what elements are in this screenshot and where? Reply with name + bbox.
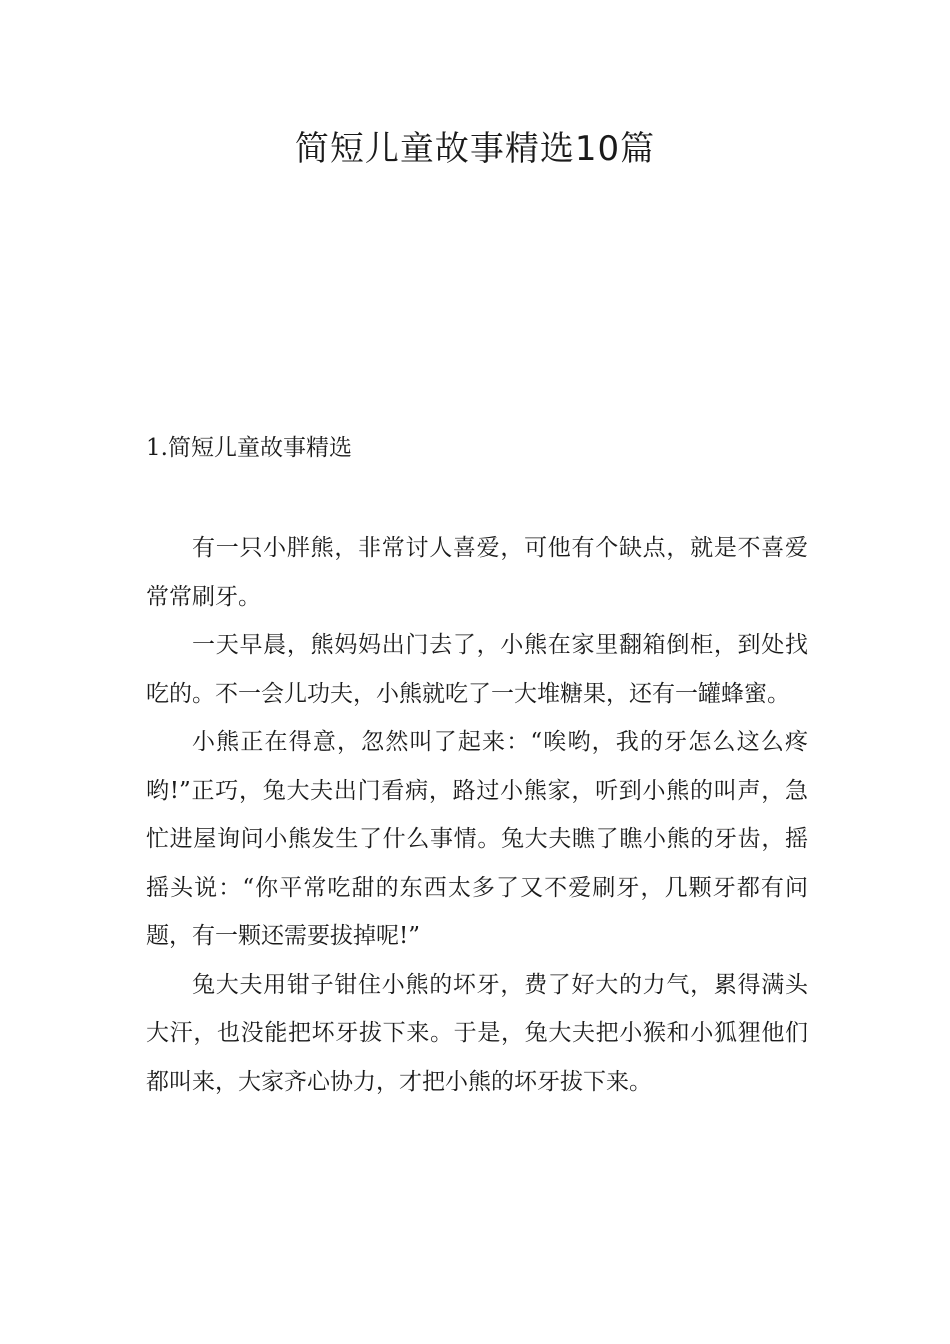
story-body (146, 524, 808, 1106)
story-paragraph: 小熊正在得意，忽然叫了起来：“唉哟，我的牙怎么这么疼哟!”正巧，兔大夫出门看病，路过小熊家，听到小熊的叫声，急忙进屋询问小熊发生了什么事情。兔大夫瞧了瞧小熊的牙齿，摇摇头说：“你平常吃甜的东西太多了又不爱刷牙，几颗牙都有问题，有一颗还需要拔掉呢!” (146, 729, 808, 949)
story-paragraph: 一天早晨，熊妈妈出门去了，小熊在家里翻箱倒柜，到处找吃的。不一会儿功夫，小熊就吃了一大堆糖果，还有一罐蜂蜜。 (146, 632, 808, 707)
document-title: 简短儿童故事精选10篇 (294, 129, 656, 169)
story-paragraph: 兔大夫用钳子钳住小熊的坏牙，费了好大的力气，累得满头大汗，也没能把坏牙拔下来。于是，兔大夫把小猴和小狐狸他们都叫来，大家齐心协力，才把小熊的坏牙拔下来。 (146, 971, 808, 1095)
section-heading: 1.简短儿童故事精选 (146, 435, 352, 461)
story-paragraph: 有一只小胖熊，非常讨人喜爱，可他有个缺点，就是不喜爱常常刷牙。 (146, 535, 808, 610)
